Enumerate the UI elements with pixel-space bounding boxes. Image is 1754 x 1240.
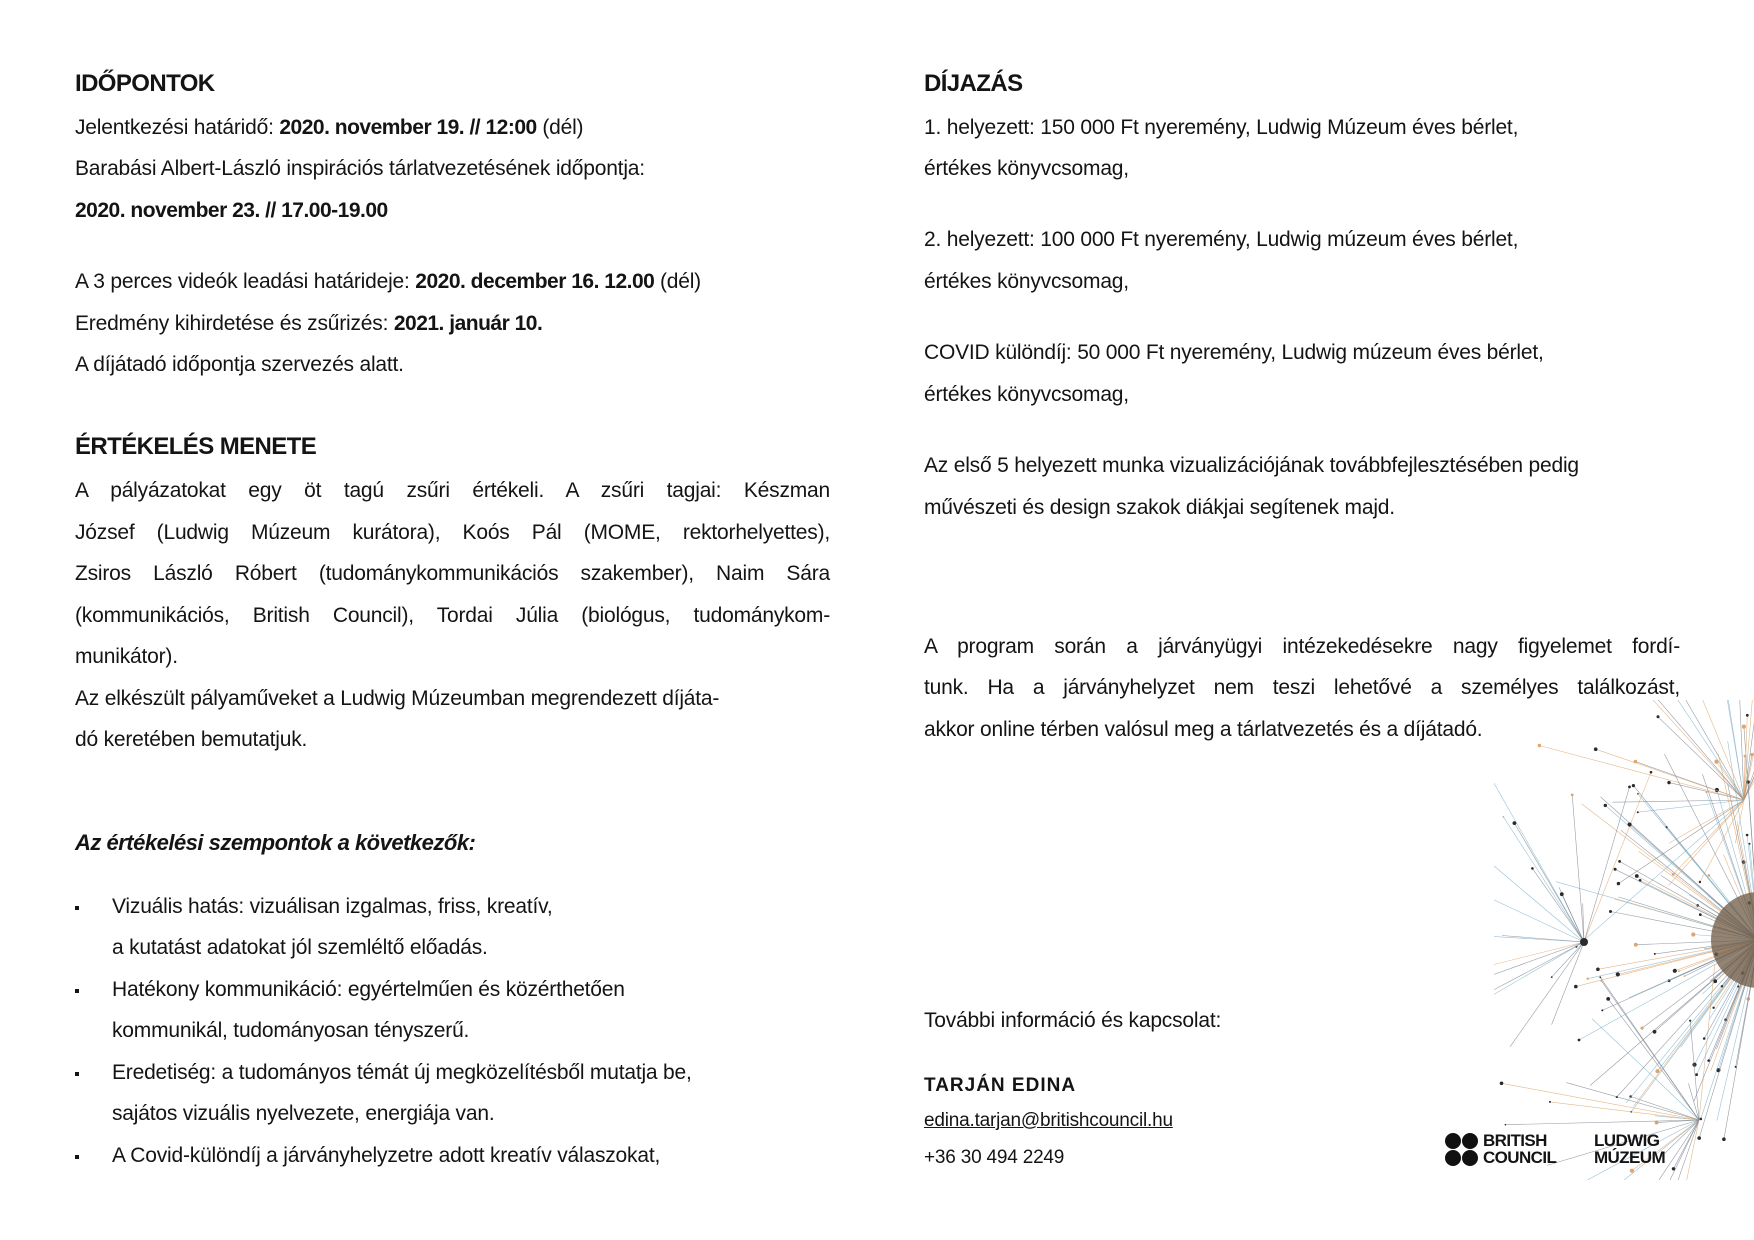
prize-covid-extra: értékes könyvcsomag, [924,383,1129,406]
criteria-text: kommunikál, tudományosan tényszerű. [112,1019,470,1042]
network-node [1657,715,1660,718]
network-hub [1711,892,1754,988]
criteria-text: Hatékony kommunikáció: egyértelműen és közérthetően [112,978,625,1001]
prize-second-extra: értékes könyvcsomag, [924,270,1129,293]
network-node [1691,932,1695,936]
network-node [1549,1101,1551,1103]
application-deadline [75,115,583,141]
network-node [1606,997,1610,1001]
network-edge [1663,700,1745,800]
network-node [1604,804,1607,807]
contact-email-link[interactable]: edina.tarjan@britishcouncil.hu [924,1110,1173,1131]
network-node [1699,913,1702,916]
video-deadline-date: 2020. december 16. 12.00 [415,270,655,293]
jury-line: József (Ludwig Múzeum kurátora), Koós Pál (MOME, rektorhelyettes), [75,521,830,544]
ludwig-museum-logo [1594,1132,1694,1172]
contact-name: TARJÁN EDINA [924,1075,1077,1096]
video-deadline-suffix: (dél) [654,270,701,293]
network-node [1708,874,1711,877]
top5-note: művészeti és design szakok diákjai segítenek majd. [924,496,1395,519]
british-council-mark-icon [1445,1133,1479,1167]
criteria-text: Vizuális hatás: vizuálisan izgalmas, friss, kreatív, [112,895,553,918]
section-title-dijazas: DÍJAZÁS [924,70,1023,97]
network-node [1596,968,1600,972]
criteria-text: a kutatást adatokat jól szemléltő előadás. [112,936,488,959]
network-node [1721,985,1723,987]
network-node [1551,976,1553,978]
network-node [1635,874,1639,878]
network-edge [1494,942,1584,1006]
network-node [1609,910,1612,913]
network-edge [1658,717,1744,800]
network-node [1618,860,1621,863]
network-node [1641,1027,1644,1030]
network-edge [1552,942,1584,1025]
criteria-title: Az értékelési szempontok a következők: [75,830,476,855]
british-council-text-line1: BRITISH [1483,1131,1547,1150]
network-visualization-graphic [1494,700,1754,1180]
network-edge [1613,800,1745,802]
network-node [1744,755,1747,758]
network-node [1678,970,1680,972]
network-node [1601,1009,1603,1011]
network-edge [1608,999,1699,1120]
exhibition-line: Az elkészült pályaműveket a Ludwig Múzeumban megrendezett díjáta- [75,687,720,710]
prize-second: 2. helyezett: 100 000 Ft nyeremény, Ludwig múzeum éves bérlet, [924,228,1519,251]
prize-first: 1. helyezett: 150 000 Ft nyeremény, Ludwig Múzeum éves bérlet, [924,116,1519,139]
contact-phone: +36 30 494 2249 [924,1147,1065,1168]
network-edge [1584,787,1630,942]
network-edge [1552,942,1584,977]
network-node [1637,811,1639,813]
network-node [1574,985,1578,989]
program-note: tunk. Ha a járványhelyzet nem teszi lehetővé a személyes találkozást, [924,676,1680,699]
network-edge [1699,964,1715,1120]
network-node [1654,953,1656,955]
network-node [1599,976,1601,978]
network-node [1746,834,1749,837]
network-node [1500,1082,1504,1086]
criteria-text: Eredetiség: a tudományos témát új megközelítésből mutatja be, [112,1061,692,1084]
network-node [1578,1039,1581,1042]
network-hub [1580,938,1588,946]
network-node [1503,816,1505,818]
bullet-icon [75,1155,79,1159]
network-node [1689,1020,1691,1022]
network-node [1667,781,1670,784]
network-node [1634,943,1638,947]
network-node [1560,892,1564,896]
network-node [1571,794,1574,797]
network-edge [1514,823,1584,942]
network-node [1735,1066,1737,1068]
network-edge [1600,977,1699,1120]
application-deadline-date: 2020. november 19. // 12:00 [279,116,537,139]
network-edge [1494,854,1584,942]
network-node [1699,881,1701,883]
british-council-logo [1445,1130,1565,1170]
contact-intro: További információ és kapcsolat: [924,1009,1222,1032]
prize-first-extra: értékes könyvcsomag, [924,157,1129,180]
network-node [1628,823,1632,827]
network-node [1505,1124,1507,1126]
network-node [1628,786,1631,789]
network-node [1700,1118,1703,1121]
ludwig-text-line2: MÚZEUM [1594,1148,1665,1167]
network-node [1513,821,1517,825]
tour-date-value: 2020. november 23. // 17.00-19.00 [75,199,388,222]
ceremony-note: A díjátadó időpontja szervezés alatt. [75,353,404,376]
network-node [1653,1030,1657,1034]
network-edge [1596,749,1744,800]
network-node [1616,972,1620,976]
prize-covid: COVID különdíj: 50 000 Ft nyeremény, Ludwig múzeum éves bérlet, [924,341,1544,364]
network-node [1673,969,1677,973]
network-node [1695,1073,1698,1076]
section-title-ertekeles: ÉRTÉKELÉS MENETE [75,433,317,460]
bullet-icon [75,906,79,910]
criteria-text: sajátos vizuális nyelvezete, energiája van. [112,1102,495,1125]
network-edge [1550,1102,1699,1120]
network-edge [1494,764,1584,942]
network-node [1587,978,1589,980]
network-node [1706,791,1708,793]
jury-line: A pályázatokat egy öt tagú zsűri értékeli. A zsűri tagjai: Készman [75,479,830,502]
results-date-value: 2021. január 10. [393,312,543,335]
network-node [1632,784,1635,787]
jury-line: Zsiros László Róbert (tudománykommunikációs szakember), Naim Sára [75,562,830,585]
network-node [1749,843,1751,845]
video-deadline-label: A 3 perces videók leadási határideje: [75,270,416,293]
network-node [1742,725,1746,729]
network-node [1538,744,1541,747]
network-node [1684,975,1686,977]
network-node [1703,1037,1706,1040]
criteria-text: A Covid-különdíj a járványhelyzetre adott kreatív válaszokat, [112,1144,661,1167]
bullet-icon [75,989,79,993]
tour-date-label: Barabási Albert-László inspirációs tárlatvezetésének időpontja: [75,157,645,180]
network-node [1650,771,1653,774]
network-node [1617,882,1620,885]
network-node [1531,867,1534,870]
program-note: A program során a járványügyi intézekedésekre nagy figyelemet fordí- [924,635,1680,658]
network-node [1594,747,1598,751]
top5-note: Az első 5 helyezett munka vizualizációjának továbbfejlesztésében pedig [924,454,1579,477]
network-node [1637,793,1639,795]
application-deadline-label: Jelentkezési határidő: [75,116,280,139]
video-deadline [75,269,701,295]
jury-line: munikátor). [75,645,178,668]
program-note: akkor online térben valósul meg a tárlatvezetés és a díjátadó. [924,718,1483,741]
british-council-text-line2: COUNCIL [1483,1148,1557,1167]
network-edge [1502,1083,1700,1120]
network-node [1746,714,1749,717]
jury-line: (kommunikációs, British Council), Tordai Júlia (biológus, tudománykom- [75,604,830,627]
network-node [1712,1007,1714,1009]
results-date [75,311,542,337]
network-node [1672,873,1675,876]
results-date-label: Eredmény kihirdetése és zsűrizés: [75,312,394,335]
network-edge [1673,800,1744,874]
exhibition-line: dó keretében bemutatjuk. [75,728,308,751]
section-title-idopontok: IDŐPONTOK [75,70,215,97]
network-node [1697,1136,1701,1140]
ludwig-text-line1: LUDWIG [1594,1131,1660,1150]
network-node [1722,1137,1726,1141]
network-node [1614,868,1617,871]
application-deadline-suffix: (dél) [536,116,584,139]
network-edge [1505,1120,1699,1125]
bullet-icon [75,1072,79,1076]
